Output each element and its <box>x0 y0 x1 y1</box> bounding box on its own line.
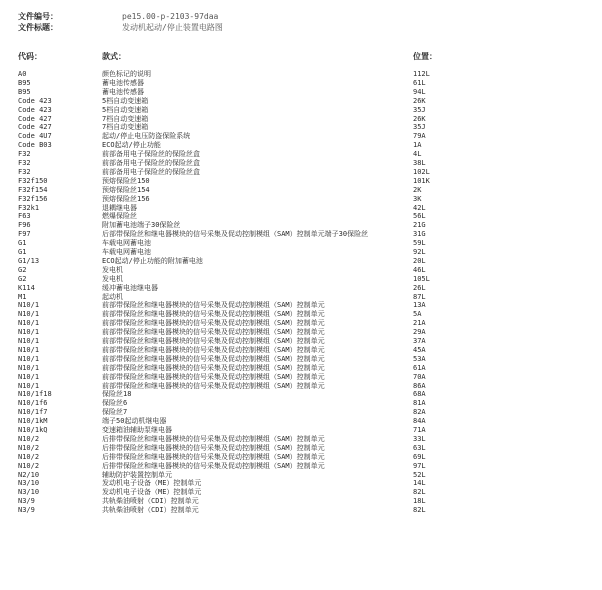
component-description: 后排带保险丝和继电器模块的信号采集及促动控制模组（SAM）控制单元 <box>102 461 325 470</box>
table-row <box>0 123 602 132</box>
table-row <box>0 106 602 115</box>
table-row <box>0 141 602 150</box>
component-code: N10/2 <box>18 452 40 461</box>
component-code: N10/1f7 <box>18 408 48 417</box>
table-row <box>0 364 602 373</box>
component-description: 颜色标记的说明 <box>102 70 151 78</box>
table-row <box>0 132 602 141</box>
component-code: B95 <box>18 78 31 87</box>
component-code: G1/13 <box>18 256 40 265</box>
component-code: N10/2 <box>18 434 40 443</box>
table-row <box>0 506 602 515</box>
component-code: N10/2 <box>18 461 40 470</box>
component-location: 4L <box>413 150 422 159</box>
component-description: 前部带保险丝和继电器模块的信号采集及促动控制模组（SAM）控制单元 <box>102 328 325 337</box>
component-description: 后排带保险丝和继电器模块的信号采集及促动控制模组（SAM）控制单元 <box>102 434 325 443</box>
component-location: 37A <box>413 337 426 345</box>
table-row <box>0 159 602 168</box>
component-description: 前部带保险丝和继电器模块的信号采集及促动控制模组（SAM）控制单元 <box>102 319 325 328</box>
component-description: 保险丝6 <box>102 399 128 408</box>
component-code: N3/10 <box>18 488 40 497</box>
table-row <box>0 257 602 266</box>
component-location: 84A <box>413 417 426 426</box>
component-description: ECO起动/停止功能 <box>102 141 161 150</box>
component-location: 102L <box>413 167 430 176</box>
component-code: N10/2 <box>18 443 40 452</box>
component-description: 5档自动变速箱 <box>102 105 149 114</box>
component-code: Code B03 <box>18 141 52 150</box>
table-row <box>0 346 602 355</box>
component-description: 前部带保险丝和继电器模块的信号采集及促动控制模组（SAM）控制单元 <box>102 381 325 390</box>
component-code: F32f154 <box>18 185 48 194</box>
component-description: 车载电网蓄电池 <box>102 248 151 256</box>
component-description: 后排带保险丝和继电器模块的信号采集及促动控制模组（SAM）控制单元 <box>102 452 325 461</box>
column-header-code: 代码： <box>18 52 42 61</box>
component-description: 前部带保险丝和继电器模块的信号采集及促动控制模组（SAM）控制单元 <box>102 310 325 319</box>
component-code: F32 <box>18 167 31 176</box>
component-description: 变速箱油辅助泵继电器 <box>102 426 172 434</box>
component-description: 蓄电池传感器 <box>102 78 144 87</box>
component-location: 87L <box>413 292 426 301</box>
component-location: 59L <box>413 239 426 248</box>
component-code: N10/1f18 <box>18 390 52 399</box>
component-location: 46L <box>413 265 426 274</box>
doc-title-value: 发动机起动/停止装置电路图 <box>122 23 223 32</box>
component-code: N10/1 <box>18 328 40 337</box>
component-location: 42L <box>413 203 426 212</box>
component-location: 70A <box>413 372 426 381</box>
component-code: N10/1 <box>18 381 40 390</box>
component-code: B95 <box>18 87 31 96</box>
table-row <box>0 88 602 97</box>
component-location: 18L <box>413 497 426 506</box>
component-code: G1 <box>18 239 27 248</box>
table-row <box>0 275 602 284</box>
component-location: 81A <box>413 399 426 408</box>
component-code: M1 <box>18 292 27 301</box>
component-location: 94L <box>413 87 426 96</box>
component-code: Code 427 <box>18 123 52 132</box>
component-code: F32k1 <box>18 203 40 212</box>
component-description: 前部带保险丝和继电器模块的信号采集及促动控制模组（SAM）控制单元 <box>102 301 325 310</box>
component-location: 35J <box>413 105 426 114</box>
component-description: 前部带保险丝和继电器模块的信号采集及促动控制模组（SAM）控制单元 <box>102 337 325 345</box>
table-row <box>0 230 602 239</box>
component-location: 21G <box>413 221 426 230</box>
component-code: N10/1 <box>18 345 40 354</box>
table-row <box>0 177 602 186</box>
column-header-desc: 款式： <box>102 52 126 61</box>
table-row <box>0 115 602 124</box>
component-code: F32 <box>18 159 31 167</box>
component-code: N10/1 <box>18 310 40 319</box>
component-code: N10/1 <box>18 372 40 381</box>
component-code: N10/1kQ <box>18 426 48 434</box>
component-code: A0 <box>18 70 27 78</box>
component-description: 保险丝7 <box>102 408 128 417</box>
table-row <box>0 462 602 471</box>
component-code: G1 <box>18 248 27 256</box>
component-location: 5A <box>413 310 422 319</box>
doc-number-value: pe15.00-p-2103-97daa <box>122 12 219 21</box>
component-description: 共轨柴油喷射（CDI）控制单元 <box>102 497 199 506</box>
component-description: 蓄电池传感器 <box>102 87 144 96</box>
component-description: 预熔保险丝156 <box>102 194 150 203</box>
table-row <box>0 382 602 391</box>
component-code: G2 <box>18 274 27 283</box>
table-row <box>0 497 602 506</box>
component-description: 发电机 <box>102 274 123 283</box>
component-description: 共轨柴油喷射（CDI）控制单元 <box>102 506 199 515</box>
table-row <box>0 479 602 488</box>
component-location: 105L <box>413 274 430 283</box>
component-code: F96 <box>18 221 31 230</box>
component-code: N2/10 <box>18 470 40 479</box>
component-description: 辅助防护装置控制单元 <box>102 470 172 479</box>
table-row <box>0 239 602 248</box>
component-location: 26L <box>413 283 426 292</box>
component-location: 101K <box>413 176 430 185</box>
component-code: F32f150 <box>18 176 48 185</box>
component-location: 26K <box>413 96 426 105</box>
component-location: 53A <box>413 354 426 363</box>
table-row <box>0 435 602 444</box>
component-description: 燃爆保险丝 <box>102 212 137 221</box>
component-location: 61A <box>413 363 426 372</box>
component-location: 26K <box>413 114 426 123</box>
component-location: 56L <box>413 212 426 221</box>
component-location: 112L <box>413 70 430 78</box>
component-description: 后部带保险丝和继电器模块的信号采集及促动控制模组（SAM）控制单元端子30保险丝 <box>102 230 369 239</box>
table-row <box>0 266 602 275</box>
table-row <box>0 444 602 453</box>
component-location: 3K <box>413 194 422 203</box>
component-description: 前部备用电子保险丝的保险丝盒 <box>102 159 200 167</box>
table-row <box>0 488 602 497</box>
component-description: 端子50起动机继电器 <box>102 417 167 426</box>
table-row <box>0 248 602 257</box>
component-description: 附加蓄电池端子30保险丝 <box>102 221 181 230</box>
table-row <box>0 186 602 195</box>
component-location: 68A <box>413 390 426 399</box>
table-row <box>0 284 602 293</box>
component-code: Code 423 <box>18 96 52 105</box>
component-location: 97L <box>413 461 426 470</box>
component-code: N3/9 <box>18 497 35 506</box>
component-location: 20L <box>413 256 426 265</box>
component-location: 69L <box>413 452 426 461</box>
component-location: 82A <box>413 408 426 417</box>
table-row <box>0 417 602 426</box>
component-location: 79A <box>413 132 426 141</box>
component-location: 35J <box>413 123 426 132</box>
component-location: 61L <box>413 78 426 87</box>
component-code: N10/1 <box>18 319 40 328</box>
component-description: 前部备用电子保险丝的保险丝盒 <box>102 150 200 159</box>
table-row <box>0 97 602 106</box>
component-description: 5档自动变速箱 <box>102 96 149 105</box>
component-code: N10/1f6 <box>18 399 48 408</box>
component-description: 发动机电子设备（ME）控制单元 <box>102 488 202 497</box>
component-location: 45A <box>413 345 426 354</box>
component-location: 33L <box>413 434 426 443</box>
component-code: N3/10 <box>18 479 40 488</box>
table-row <box>0 212 602 221</box>
component-location: 63L <box>413 443 426 452</box>
component-location: 52L <box>413 470 426 479</box>
component-code: Code 427 <box>18 114 52 123</box>
table-row <box>0 390 602 399</box>
table-row <box>0 453 602 462</box>
table-row <box>0 408 602 417</box>
table-row <box>0 195 602 204</box>
component-location: 1A <box>413 141 422 150</box>
component-description: 预熔保险丝150 <box>102 176 150 185</box>
table-row <box>0 337 602 346</box>
component-description: 起动/停止电压防盗保险系统 <box>102 132 191 141</box>
component-code: N10/1 <box>18 301 40 310</box>
component-code: F32f156 <box>18 194 48 203</box>
table-row <box>0 373 602 382</box>
component-description: 前部带保险丝和继电器模块的信号采集及促动控制模组（SAM）控制单元 <box>102 345 325 354</box>
component-description: 前部带保险丝和继电器模块的信号采集及促动控制模组（SAM）控制单元 <box>102 354 325 363</box>
component-location: 92L <box>413 248 426 256</box>
component-location: 38L <box>413 159 426 167</box>
component-description: 前部备用电子保险丝的保险丝盒 <box>102 167 200 176</box>
table-row <box>0 471 602 480</box>
component-code: Code 423 <box>18 105 52 114</box>
component-description: 起动机 <box>102 292 123 301</box>
table-row <box>0 221 602 230</box>
component-code: Code 4U7 <box>18 132 52 141</box>
table-row <box>0 168 602 177</box>
component-code: F97 <box>18 230 31 239</box>
component-description: ECO起动/停止功能的附加蓄电池 <box>102 256 203 265</box>
table-row <box>0 328 602 337</box>
component-code: N10/1 <box>18 337 40 345</box>
table-row <box>0 426 602 435</box>
table-row <box>0 301 602 310</box>
table-row <box>0 399 602 408</box>
doc-number-label: 文件编号： <box>18 12 58 21</box>
component-code: F32 <box>18 150 31 159</box>
component-location: 14L <box>413 479 426 488</box>
column-header-location: 位置： <box>413 52 437 61</box>
doc-title-label: 文件标题： <box>18 23 58 32</box>
component-code: N3/9 <box>18 506 35 515</box>
component-code: N10/1kM <box>18 417 48 426</box>
table-row <box>0 70 602 79</box>
component-code: K114 <box>18 283 35 292</box>
table-row <box>0 355 602 364</box>
component-description: 发电机 <box>102 265 123 274</box>
component-description: 前部带保险丝和继电器模块的信号采集及促动控制模组（SAM）控制单元 <box>102 363 325 372</box>
table-row <box>0 293 602 302</box>
component-description: 7档自动变速箱 <box>102 114 149 123</box>
table-row <box>0 310 602 319</box>
component-description: 7档自动变速箱 <box>102 123 149 132</box>
table-row <box>0 150 602 159</box>
component-location: 21A <box>413 319 426 328</box>
component-description: 后排带保险丝和继电器模块的信号采集及促动控制模组（SAM）控制单元 <box>102 443 325 452</box>
component-description: 发动机电子设备（ME）控制单元 <box>102 479 202 488</box>
component-location: 86A <box>413 381 426 390</box>
table-row <box>0 319 602 328</box>
component-description: 保险丝18 <box>102 390 132 399</box>
table-row <box>0 204 602 213</box>
component-location: 2K <box>413 185 422 194</box>
component-code: N10/1 <box>18 354 40 363</box>
component-description: 前部带保险丝和继电器模块的信号采集及促动控制模组（SAM）控制单元 <box>102 372 325 381</box>
component-location: 82L <box>413 488 426 497</box>
component-description: 缓冲蓄电池继电器 <box>102 283 158 292</box>
component-location: 71A <box>413 426 426 434</box>
component-code: F63 <box>18 212 31 221</box>
table-row <box>0 79 602 88</box>
component-code: G2 <box>18 265 27 274</box>
component-description: 车载电网蓄电池 <box>102 239 151 248</box>
component-code: N10/1 <box>18 363 40 372</box>
component-description: 预熔保险丝154 <box>102 185 150 194</box>
component-location: 31G <box>413 230 426 239</box>
component-description: 退耦继电器 <box>102 203 137 212</box>
component-location: 13A <box>413 301 426 310</box>
component-location: 29A <box>413 328 426 337</box>
component-location: 82L <box>413 506 426 515</box>
